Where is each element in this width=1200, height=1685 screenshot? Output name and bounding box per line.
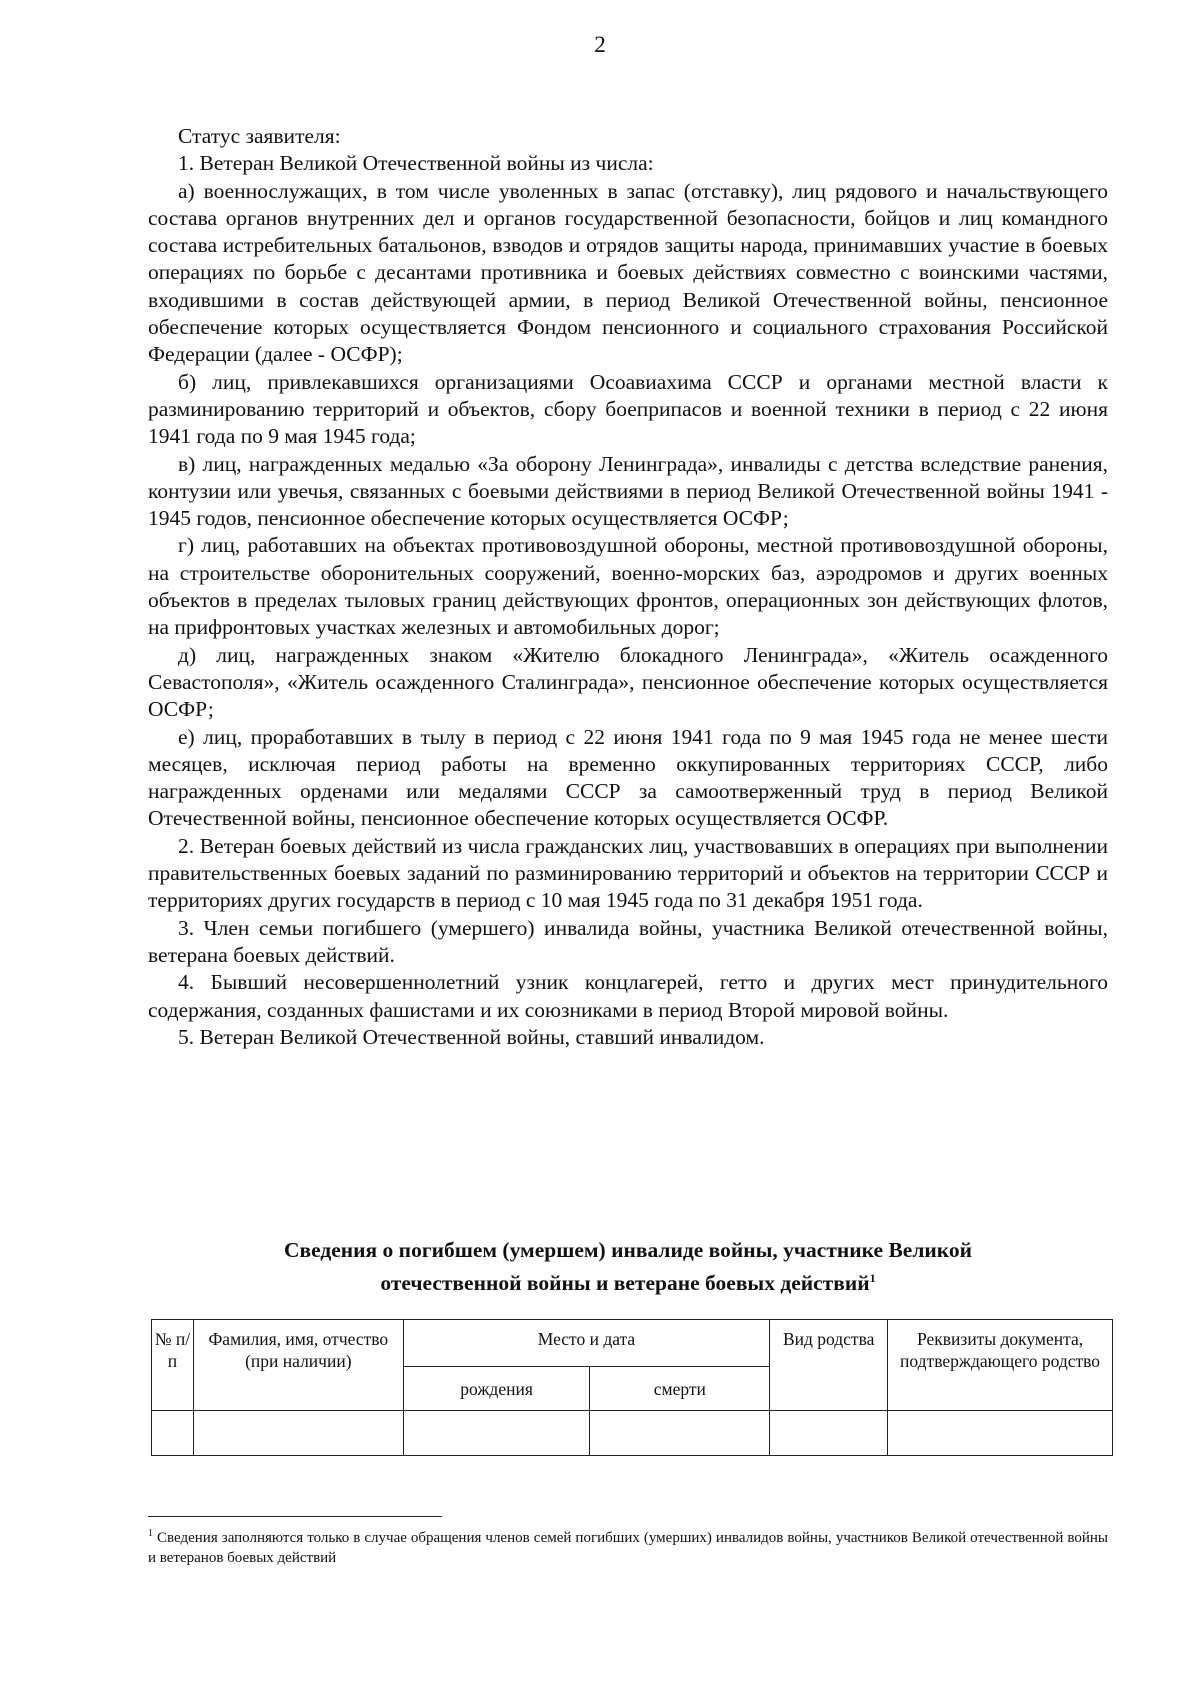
status-item-1: 1. Ветеран Великой Отечественной войны из числа: — [178, 151, 654, 176]
section-heading-line1: Сведения о погибшем (умершем) инвалиде войны, участнике Великой — [283, 1238, 973, 1262]
header-full-name: Фамилия, имя, отчество (при наличии) — [193, 1320, 403, 1411]
footnote-text: Сведения заполняются только в случае обращения членов семей погибших (умерших) инвалидов войны, участников Великой отечественной войны и ветеранов боевых действий — [148, 1530, 1108, 1566]
status-item-1b: б) лиц, привлекавшихся организациями Осоавиахима СССР и органами местной власти к разминированию территорий и объектов, сбору боеприпасов и военной техники в период с 22 июня 1941 года по 9 мая 1945 года; — [148, 369, 1108, 449]
status-item-1d: д) лиц, награжденных знаком «Жителю блокадного Ленинграда», «Житель осажденного Севастополя», «Житель осажденного Сталинграда», пенсионное обеспечение которых осуществляется ОСФР; — [148, 642, 1108, 722]
status-item-3: 3. Член семьи погибшего (умершего) инвалида войны, участника Великой отечественной войны, ветерана боевых действий. — [148, 915, 1108, 967]
status-title: Статус заявителя: — [178, 124, 341, 148]
section-heading-line2: отечественной войны и ветеране боевых действий — [380, 1271, 870, 1296]
cell-full-name[interactable] — [193, 1411, 403, 1456]
status-item-2: 2. Ветеран боевых действий из числа гражданских лиц, участвовавших в операциях при выполнении правительственных боевых заданий по разминированию территорий и объектов на территории СССР и территориях других государств в период с 10 мая 1945 года по 31 декабря 1951 года. — [148, 833, 1108, 913]
status-item-1e: е) лиц, проработавших в тылу в период с 22 июня 1941 года по 9 мая 1945 года не менее шести месяцев, исключая период работы на временно оккупированных территориях СССР, либо награжденных орденами или медалями СССР за самоотверженный труд в период Великой Отечественной войны, пенсионное обеспечение которых осуществляется ОСФР. — [148, 724, 1108, 831]
cell-number[interactable] — [152, 1411, 194, 1456]
status-item-1v: в) лиц, награжденных медалью «За оборону Ленинграда», инвалиды с детства вследствие ранения, контузии или увечья, связанных с боевыми действиями в период Великой Отечественной войны 1941 - 1945 годов, пенсионное обеспечение которых осуществляется ОСФР; — [148, 451, 1108, 531]
deceased-info-table — [151, 1319, 1113, 1456]
header-number: № п/п — [152, 1320, 194, 1411]
table-row — [152, 1411, 1113, 1456]
page-number: 2 — [594, 32, 606, 57]
status-item-1a: а) военнослужащих, в том числе уволенных в запас (отставку), лиц рядового и начальствующего состава органов внутренних дел и органов государственной безопасности, бойцов и лиц командного состава истребительных батальонов, взводов и отрядов защиты народа, принимавших участие в боевых операциях по борьбе с десантами противника и боевых действиях совместно с воинскими частями, входившими в состав действующей армии, в период Великой Отечественной войны, пенсионное обеспечение которых осуществляется Фондом пенсионного и социального страхования Российской Федерации (далее - ОСФР); — [148, 178, 1108, 367]
table-header-row-1 — [152, 1320, 1113, 1367]
header-birth: рождения — [403, 1367, 590, 1411]
status-item-1g: г) лиц, работавших на объектах противовоздушной обороны, местной противовоздушной обороны, на строительстве оборонительных сооружений, военно-морских баз, аэродромов и других военных объектов в пределах тыловых границ действующих фронтов, операционных зон действующих флотов, на прифронтовых участках железных и автомобильных дорог; — [148, 533, 1108, 640]
footnote-mark: 1 — [148, 1528, 153, 1539]
cell-birth[interactable] — [403, 1411, 590, 1456]
status-item-5: 5. Ветеран Великой Отечественной войны, ставший инвалидом. — [178, 1024, 765, 1049]
section-heading — [148, 1236, 1108, 1297]
cell-document[interactable] — [888, 1411, 1113, 1456]
status-item-4: 4. Бывший несовершеннолетний узник концлагерей, гетто и других мест принудительного содержания, созданных фашистами и их союзниками в период Второй мировой войны. — [148, 970, 1108, 1022]
header-place-date: Место и дата — [403, 1320, 770, 1367]
cell-death[interactable] — [590, 1411, 770, 1456]
heading-footnote-mark: 1 — [869, 1271, 876, 1285]
header-relation: Вид родства — [770, 1320, 888, 1411]
header-document: Реквизиты документа, подтверждающего родство — [888, 1320, 1113, 1411]
footnote-divider — [148, 1516, 442, 1517]
header-death: смерти — [590, 1367, 770, 1411]
section-heading-line2-wrap — [148, 1264, 1108, 1297]
cell-relation[interactable] — [770, 1411, 888, 1456]
footnote — [148, 1524, 1108, 1568]
applicant-status-section — [148, 123, 1108, 1051]
